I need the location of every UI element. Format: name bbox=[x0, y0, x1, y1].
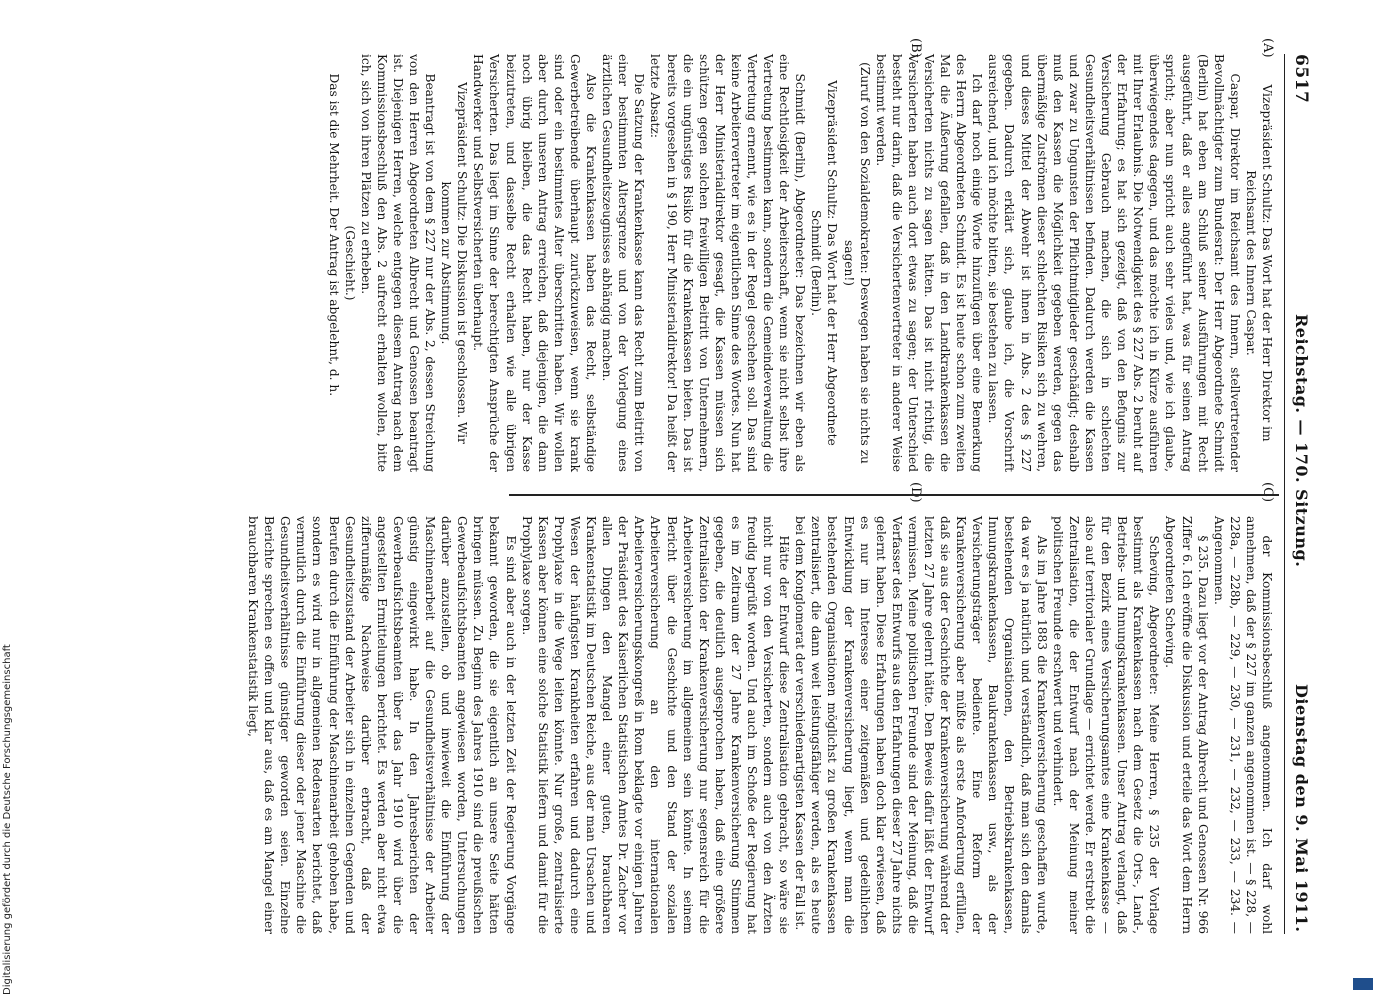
paragraph: Hätte der Entwurf diese Zentralisation gebracht, so wäre sie nicht nur von den Versicherten, sondern auch von den Ärzten freudig begrüßt worden. Und auch im Schoße der Regierung hat es im Zeitraum der 27 Jahre Krankenversicherung Stimmen gegeben, die deutlich ausgesprochen haben, daß eine größere Zentralisation der Krankenversicherung nur segensreich für die Arbeiterversicherung im allgemeinen sein könnte. In seinem Bericht über die Geschichte und den Stand der sozialen Arbeiterversicherung an den internationalen Arbeiterversicherungskongreß in Rom beklagte vor einigen Jahren der Präsident des Kaiserlichen Statistischen Amtes Dr. Zacher vor allen Dingen den Mangel einer guten, brauchbaren Krankenstatistik im Deutschen Reiche, aus der man Ursachen und Wesen der häufigsten Krankheiten erfahren und dadurch eine Prophylaxe in die Wege leiten könnte. Nur große, zentralisierte Kassen aber können eine solche Statistik liefern und damit für die Prophylaxe sorgen. bbox=[519, 516, 792, 934]
paragraph: Als im Jahre 1883 die Krankenversicherung geschaffen wurde, da war es ja natürlich und verständlich, daß man sich den damals bestehenden Organisationen, den Betriebskrankenkassen, Innungskrankenkassen, Baukrankenkassen usw., als der Versicherungsträger bediente. Eine Reform der Krankenversicherung aber müßte als erste Anforderung erfüllen, daß sie aus der Geschichte der Krankenversicherung während der letzten 27 Jahre gelernt hätte. Den Beweis dafür läßt der Entwurf vermissen. Meine politischen Freunde sind der Meinung, daß die Verfasser des Entwurfs aus den Erfahrungen dieser 27 Jahre nichts gelernt haben. Diese Erfahrungen haben doch klar erwiesen, daß es nur im Interesse einer zeitgemäßen und gedeihlichen Entwicklung der Krankenversicherung liegt, wenn man die bestehenden Organisationen möglichst zu großen Krankenkassen zentralisiert, die dann weit leistungsfähiger werden, als es heute bei dem Konglomerat der verschiedenartigsten Kassen der Fall ist. bbox=[793, 516, 1049, 934]
paragraph: § 235. Dazu liegt vor der Antrag Albrecht und Genossen Nr. 966 Ziffer 6. Ich eröffne die Diskussion und erteile das Wort dem Herrn Abgeordneten Scheving. bbox=[1163, 516, 1210, 934]
paragraph: Es sind aber auch in der letzten Zeit der Regierung Vorgänge bekannt geworden, die sie eigentlich an unsere Seite hätten bringen müssen. Zu Beginn des Jahres 1910 sind die preußischen Gewerbeaufsichtsbeamten angewiesen worden, Untersuchungen darüber anzustellen, ob und inwieweit die Einführung der Maschinenarbeit auf die Gesundheitsverhältnisse der Arbeiter günstig eingewirkt habe. In den Jahresberichten der Gewerbeaufsichtsbeamten über das Jahr 1910 wird über die angestellten Ermittelungen berichtet. Es werden aber nicht etwa zifferumäßige Nachweise darüber erbracht, daß der Gesundheitszustand der Arbeiter sich in einzelnen Gegenden und Berufen durch die Einführung der Maschinenarbeit gehoben habe, sondern es wird nur in allgemeinen Redensarten berichtet, daß vermutlich durch die Einführung dieser oder jener Maschine die Gesundheitsverhältnisse günstiger geworden seien. Einzelne Berichte sprechen es offen und klar aus, daß es am Mangel einer brauchbaren Krankenstatistik liegt, bbox=[246, 516, 518, 934]
paragraph: Also die Krankenkassen haben das Recht, selbständige Gewerbetreibende überhaupt zurückzuweisen, wenn sie krank sind oder ein bestimmtes Alter überschritten haben. Wir wollen aber durch unseren Antrag erreichen, daß diejenigen, die dann noch übrig bleiben, die das Recht haben, nur der Kasse beizutreten, und dasselbe Recht erhalten wie alle übrigen Versicherten. Das liegt im Sinne der berechtigten Ansprüche der Handwerker und Selbstversicherten überhaupt. bbox=[471, 54, 599, 472]
paragraph: Vizepräsident Schultz: Das Wort hat der Herr Abgeordnete Schmidt (Berlin). bbox=[809, 80, 840, 446]
paragraph: Beantragt ist von dem § 227 nur der Abs. 2, dessen Streichung von den Herren Abgeordneten Albrecht und Genossen beantragt ist. Diejenigen Herren, welche entgegen diesem Antrag nach dem Kommissionsbeschluß den Abs. 2 aufrecht erhalten wollen, bitte ich, sich von ihren Plätzen zu erheben. bbox=[358, 54, 438, 472]
header-date: Dienstag den 9. Mai 1911. bbox=[1292, 684, 1311, 933]
column-divider bbox=[509, 494, 1279, 496]
margin-marker-a: (A) bbox=[1260, 38, 1275, 58]
quotation: Die Satzung der Krankenkasse kann das Recht zum Beitritt von einer bestimmten Altersgrenze und von der Vorlegung eines ärztlichen Gesundheitszeugnisses abhängig machen. bbox=[600, 54, 647, 472]
interjection: (Zuruf von den Sozialdemokraten: Deswegen haben sie nichts zu sagen!) bbox=[841, 62, 872, 464]
credit-text: Digitalisierung gefördert durch die Deutsche Forschungsgemeinschaft bbox=[2, 644, 13, 995]
paragraph: Vizepräsident Schultz: Das Wort hat der Herr Direktor im Reichsamt des Innern Caspar. bbox=[1243, 84, 1274, 442]
margin-marker-b: (B) bbox=[908, 38, 923, 58]
digitization-credit bbox=[2, 644, 13, 995]
margin-marker-d: (D) bbox=[908, 482, 923, 503]
paragraph: Vizepräsident Schultz: Die Diskussion ist geschlossen. Wir kommen zur Abstimmung. bbox=[439, 82, 470, 444]
page-number-left: 6517 bbox=[1291, 54, 1311, 104]
dfg-logo bbox=[1353, 978, 1373, 990]
interjection: (Geschieht.) bbox=[342, 225, 357, 301]
header-session: Reichstag. — 170. Sitzung. bbox=[1292, 314, 1311, 568]
paragraph: Das ist die Mehrheit. Der Antrag ist abgelehnt, d. h. bbox=[326, 73, 341, 397]
paragraph: Caspar, Direktor im Reichsamt des Innern, stellvertretender Bevollmächtigter zum Bundesrat: Der Herr Abgeordnete Schmidt (Berlin) hat eben am Schluß seiner Ausführungen mit Recht ausgeführt, daß er alles angeführt hat, was für seinen Antrag spricht; aber nun spricht auch sehr vieles und, wie ich glaube, überwiegendes dagegen, und das möchte ich in Kürze ausführen mit Ihrer Erlaubnis. Die Notwendigkeit des § 227 Abs. 2 beruht auf der Erfahrung; es hat sich gezeigt, daß von den Befugnis zur Versicherung Gebrauch machen, die sich in schlechten Gesundheitsverhältnissen befinden. Dadurch werden die Kassen und zwar zu Ungunsten der Pflichtmitglieder geschädigt; deshalb muß den Kassen die Möglichkeit gegeben werden, gegen das übermäßige Zuströmen dieser schlechten Risiken sich zu wehren, und dieses Mittel der Abwehr ist ihnen in Abs. 2 des § 227 gegeben. Dadurch erklärt sich, glaube ich, die Vorschrift ausreichend, und ich möchte bitten, sie bestehen zu lassen. bbox=[986, 54, 1242, 472]
paragraph: Ich darf noch einige Worte hinzufügen über eine Bemerkung des Herrn Abgeordneten Schmidt. Es ist heute schon zum zweiten Mal die Äußerung gefallen, daß in den Landkrankenkassen die Versicherten nichts zu sagen hätten. Das ist nicht richtig, die Versicherten haben auch dort etwas zu sagen; der Unterschied besteht nur darin, daß die Versichertenvertreter in anderer Weise bestimmt werden. bbox=[873, 54, 985, 472]
right-column bbox=[246, 516, 1275, 934]
margin-marker-c: (C) bbox=[1260, 482, 1275, 503]
paragraph: Schmidt (Berlin), Abgeordneter: Das bezeichnen wir eben als eine Rechtlosigkeit der Arbeiterschaft, wenn sie nicht selbst ihre Vertretung bestimmen kann, sondern die Gemeindeverwaltung die Vertretung ernennt, wie es in der Regel geschehen soll. Das sind keine Arbeitervertreter im eigentlichen Sinne des Wortes. Nun hat der Herr Ministerialdirektor gesagt, die Kassen müssen sich schützen gegen solchen freiwilligen Beitritt von Unternehmern, die ein ungünstiges Risiko für die Krankenkassen bieten. Das ist bereits vorgesehen in § 190, Herr Ministerialdirektor! Da heißt der letzte Absatz: bbox=[648, 54, 808, 472]
left-column bbox=[326, 54, 1275, 472]
header-rule bbox=[1284, 54, 1285, 934]
paragraph: Scheving, Abgeordneter: Meine Herren, § 235 der Vorlage bestimmt als Krankenkassen nach dem Gesetz die Orts-, Land-, Betriebs- und Innungskrankenkassen. Unser Antrag verlangt, daß für den Bezirk eines Versicherungsamtes eine Krankenkasse — also auf territorialer Grundlage — errichtet werde. Er erstrebt die Zentralisation, die der Entwurf nach der Meinung meiner politischen Freunde erschwert und verhindert. bbox=[1050, 516, 1162, 934]
page-header bbox=[1287, 44, 1315, 944]
paragraph: der Kommissionsbeschluß angenommen. Ich darf wohl annehmen, daß der § 227 im ganzen angenommen ist. — § 228, — 228a, — 228b, — 229, — 230, — 231, — 232, — 233, — 234. — Angenommen. bbox=[1211, 516, 1274, 934]
document-page bbox=[32, 38, 1315, 944]
